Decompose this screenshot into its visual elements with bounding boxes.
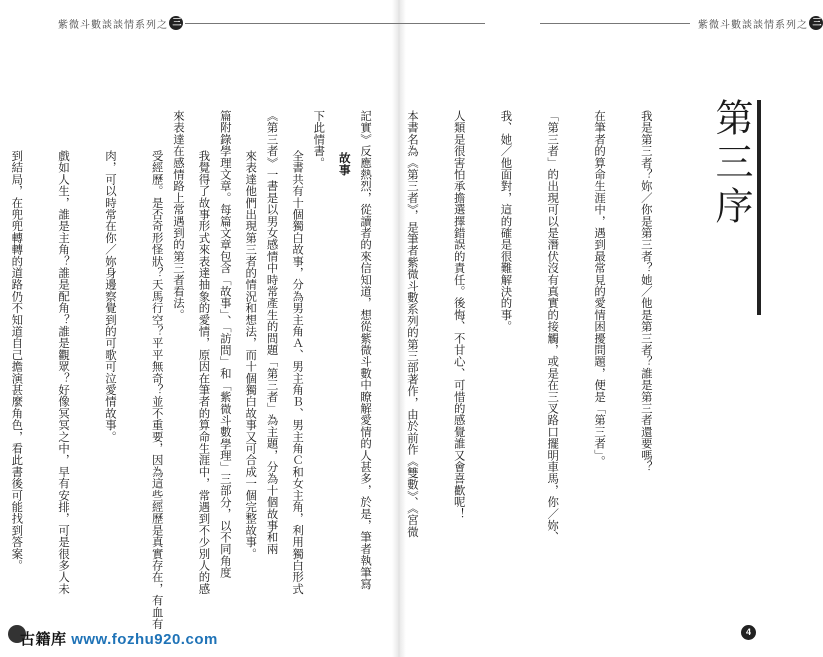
paragraph: 篇附錄學理文章。每篇文章包含「故事」、「訪問」和「紫微斗數學理」三部分，以不同角度 <box>218 110 233 579</box>
watermark-brand: 古籍库 <box>20 631 67 648</box>
left-header-rule <box>185 23 485 24</box>
paragraph: 來表達他們出現第三者的情況和想法，而十個獨白故事又可合成一個完整故事。 <box>244 150 259 560</box>
paragraph: 在筆者的算命生涯中，遇到最常見的愛情困擾問題，便是「第三者」。 <box>593 110 608 467</box>
paragraph: 「第三者」的出現可以是潛伏沒有真實的接觸，或是在三叉路口擺明車馬，你／妳、 <box>546 110 561 543</box>
left-header-series: 紫微斗數談談情系列之 <box>58 19 168 31</box>
left-page-body <box>10 150 383 630</box>
right-header-series: 紫微斗數談談情系列之 <box>698 19 808 31</box>
right-header-badge: 三 <box>809 16 823 30</box>
right-page-header <box>540 14 823 32</box>
paragraph: 肉，可以時常在你／妳身邊察覺到的可歌可泣愛情故事。 <box>103 150 118 443</box>
paragraph: 我覺得了故事形式來表達抽象的愛情，原因在筆者的算命生涯中，常遇到不少別人的感 <box>197 150 212 595</box>
story-heading: 故事 <box>337 152 352 176</box>
watermark-url: www.fozhu920.com <box>71 631 218 648</box>
paragraph: 下此情書。 <box>312 110 327 169</box>
paragraph: 人類是很害怕承擔選擇錯誤的責任。後悔、不甘心、可惜的感覺誰又會喜歡呢！ <box>452 110 467 520</box>
paragraph: 記實》反應熱烈，從讀者的來信知道，想從紫微斗數中瞭解愛情的人甚多，於是，筆者執筆寫 <box>359 110 374 590</box>
page-number: 4 <box>741 625 756 640</box>
left-header-badge: 三 <box>169 16 183 30</box>
paragraph: 我、她／他面對，這的確是很難解決的事。 <box>499 110 514 333</box>
paragraph: 《第三者》一書是以男女感情中時常產生的問題「第三者」為主題，分為十個故事和兩 <box>265 110 280 555</box>
paragraph: 本書名為《第三者》，是筆者紫微斗數系列的第三部著作，由於前作《雙數》、《宮微 <box>405 110 420 538</box>
paragraph: 全書共有十個獨白故事，分為男主角Ａ、男主角Ｂ、男主角Ｃ和女主角，利用獨白形式 <box>291 150 306 595</box>
title-bar <box>757 100 761 315</box>
paragraph: 來表達在感情路上常遇到的第三者看法。 <box>172 110 186 321</box>
paragraph: 戲如人生，誰是主角？誰是配角？誰是觀眾？好像冥冥之中，早有安排，可是很多人未 <box>57 150 72 595</box>
page-title: 第三序 <box>709 98 753 230</box>
right-header-rule <box>540 23 690 24</box>
watermark <box>20 628 218 649</box>
paragraph: 受經歷。是否奇形怪狀？天馬行空？平平無奇？並不重要，因為這些經歷是真實存在，有血有 <box>150 150 165 630</box>
paragraph: 到結局，在兜兜轉轉的道路仍不知道自己擔演甚麼角色，看此書後可能找到答案。 <box>10 150 25 572</box>
paragraph: 我是第三者？妳／你是第三者？她／他是第三者？誰是第三者還要嗎？ <box>639 110 654 473</box>
left-page-header <box>58 14 485 32</box>
